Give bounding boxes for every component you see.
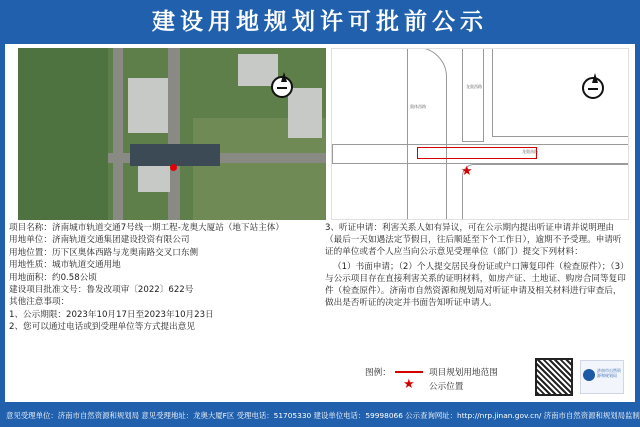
bureau-logo (580, 360, 624, 394)
planning-boundary (417, 147, 537, 159)
notice-title: 建设用地规划许可批前公示 (152, 9, 488, 35)
station-site (130, 144, 220, 166)
legend-label: 图例： (365, 368, 391, 378)
building-east (288, 88, 322, 138)
info-line: 1、公示期限：2023年10月17日至2023年10月23日 (9, 309, 214, 320)
info-line: 用地位置：历下区奥体西路与龙奥南路交叉口东侧 (9, 247, 199, 258)
line-map (331, 48, 629, 220)
green-area (18, 48, 108, 220)
road-outline-north (462, 48, 484, 142)
road-outline (407, 48, 447, 220)
hearing-materials: （1）书面申请；（2）个人提交居民身份证或户口簿复印件（检查原件）；（3）与公示项目存在直接利害关系的证明材料，如房产证、土地证、购房合同等复印件（检查原件）。济南市自然资源和规划局对听证申请及相关材料进行审查后，做出是否听证的决定并书面告知听证申请人。 (325, 262, 629, 308)
site-star-icon: ★ (461, 164, 473, 179)
legend-star-text: 公示位置 (429, 382, 464, 392)
road-label: 奥体西路 (410, 104, 426, 109)
info-line: 建设项目批准文号：鲁发改项审〔2022〕622号 (9, 284, 194, 295)
block-outline-north (492, 48, 629, 137)
compass-icon (271, 76, 293, 98)
hearing-paragraph: 3、听证申请：利害关系人如有异议，可在公示期内提出听证申请并说明理由（最后一天如遇法定节假日，往后顺延至下个工作日），逾期不予受理。申请听证的单位或者个人应当向公示意见受理单位（部门）提交下列材料： (325, 223, 622, 257)
project-info (9, 222, 325, 334)
info-line: 2、您可以通过电话或到受理单位等方式提出意见 (9, 322, 195, 333)
notice-panel (5, 44, 635, 402)
bureau-logo-text: 济南市自然资源和规划局 (597, 368, 621, 378)
road-label: 龙奥南路 (522, 149, 538, 154)
site-marker (170, 164, 177, 171)
legend-line-icon (395, 371, 423, 373)
info-line: 用地单位：济南轨道交通集团建设投资有限公司 (9, 235, 190, 246)
bureau-emblem-icon (583, 369, 595, 381)
info-line: 用地面积：约0.58公顷 (9, 272, 97, 283)
qr-code (535, 358, 573, 396)
block-outline (462, 164, 629, 220)
road-vertical (113, 48, 123, 220)
road-vertical-east (168, 48, 180, 220)
building-center (128, 78, 168, 133)
info-line: 其他注意事项： (9, 297, 70, 308)
hearing-info (325, 222, 630, 309)
satellite-map (18, 48, 326, 220)
footer-contact: 意见受理单位：济南市自然资源和规划局 意见受理地址：龙奥大厦F区 受理电话：51705330 建设单位电话：59998066 公示查询网址：http://nrp.jinan.gov.cn/ 济南市自然资源和规划局监制 (6, 411, 640, 420)
info-line: 用地性质：城市轨道交通用地 (9, 260, 121, 271)
legend-star-icon: ★ (403, 377, 415, 392)
building (138, 166, 170, 192)
info-line: 项目名称：济南城市轨道交通7号线一期工程-龙奥大厦站（地下站主体） (9, 223, 284, 233)
compass-icon (582, 77, 604, 99)
road-label: 龙奥西路 (466, 84, 482, 89)
legend-line-text: 项目规划用地范围 (429, 368, 498, 378)
